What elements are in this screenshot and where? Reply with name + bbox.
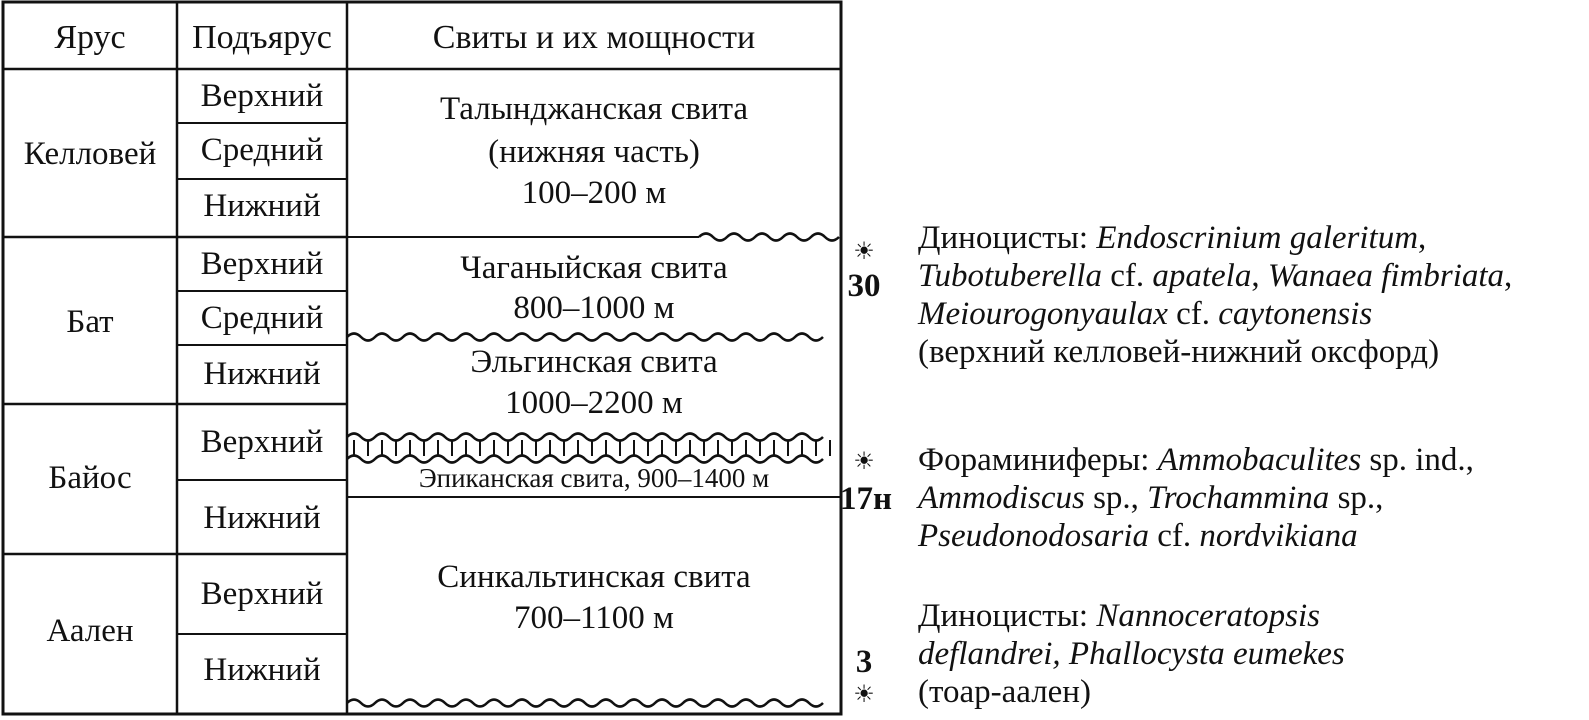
annotation-line: (верхний келловей-нижний оксфорд) bbox=[918, 334, 1440, 370]
substage-lower: Нижний bbox=[203, 188, 321, 224]
substage-upper: Верхний bbox=[200, 78, 324, 114]
formation-talyndzhan-thickness: 100–200 м bbox=[521, 175, 667, 211]
formation-talyndzhan-part: (нижняя часть) bbox=[488, 134, 700, 170]
fossil-annotation-3 bbox=[918, 598, 1345, 710]
angular-unconformity bbox=[347, 434, 830, 463]
formation-sinkalta-name: Синкальтинская свита bbox=[437, 559, 751, 595]
fossil-annotation-30 bbox=[917, 220, 1512, 370]
table-header bbox=[54, 19, 755, 56]
stage-bat: Бат bbox=[66, 304, 114, 340]
formation-talyndzhan-name: Талынджанская свита bbox=[439, 91, 749, 127]
substage-lower: Нижний bbox=[203, 652, 321, 688]
formation-chaganyi-thickness: 800–1000 м bbox=[513, 290, 675, 326]
substage-middle: Средний bbox=[200, 132, 324, 168]
unconformity-wavy bbox=[347, 334, 823, 341]
sample-sun-icon: ☀ bbox=[853, 682, 875, 708]
annotation-line: Pseudonodosaria cf. nordvikiana bbox=[918, 518, 1358, 554]
unconformity-wavy bbox=[347, 700, 823, 707]
annotation-line: Диноцисты: Nannoceratopsis bbox=[918, 598, 1320, 634]
substage-lower: Нижний bbox=[203, 500, 321, 536]
substage-lower: Нижний bbox=[203, 356, 321, 392]
formation-chaganyi-name: Чаганыйская свита bbox=[460, 250, 728, 286]
header-substage: Подъярус bbox=[192, 19, 332, 56]
substage-middle: Средний bbox=[200, 300, 324, 336]
sample-markers bbox=[840, 239, 892, 708]
sample-number-3: 3 bbox=[855, 644, 873, 680]
annotation-line: Tubotuberella cf. apatela, Wanaea fimbriata, bbox=[918, 258, 1513, 294]
formations bbox=[419, 91, 769, 636]
annotation-line: (тоар-аален) bbox=[918, 674, 1091, 710]
annotation-line: Диноцисты: Endoscrinium galeritum, bbox=[918, 220, 1427, 256]
annotation-line: Ammodiscus sp., Trochammina sp., bbox=[918, 480, 1384, 516]
header-formations: Свиты и их мощности bbox=[432, 19, 756, 56]
sample-sun-icon: ☀ bbox=[853, 239, 875, 265]
substage-upper: Верхний bbox=[200, 424, 324, 460]
stage-names bbox=[24, 136, 157, 649]
formation-sinkalta-thickness: 700–1100 м bbox=[514, 600, 674, 636]
substage-upper: Верхний bbox=[200, 576, 324, 612]
unconformity-wavy bbox=[699, 234, 839, 241]
stage-aalen: Аален bbox=[46, 613, 134, 649]
formation-elgin-thickness: 1000–2200 м bbox=[505, 385, 683, 421]
header-stage: Ярус bbox=[54, 19, 126, 56]
sample-sun-icon: ☀ bbox=[853, 449, 875, 475]
formation-elgin-name: Эльгинская свита bbox=[470, 344, 718, 380]
stage-bayos: Байос bbox=[48, 460, 132, 496]
annotation-line: Meiourogonyaulax cf. caytonensis bbox=[918, 296, 1373, 332]
formation-epikan: Эпиканская свита, 900–1400 м bbox=[418, 463, 770, 493]
annotation-line: Фораминиферы: Ammobaculites sp. ind., bbox=[918, 442, 1474, 478]
sample-number-17n: 17н bbox=[839, 481, 893, 517]
substage-upper: Верхний bbox=[200, 246, 324, 282]
annotation-line: deflandrei, Phallocysta eumekes bbox=[918, 636, 1345, 672]
fossil-annotation-17n bbox=[916, 442, 1474, 554]
substage-names bbox=[201, 78, 324, 688]
stage-kellovey: Келловей bbox=[23, 136, 157, 172]
sample-number-30: 30 bbox=[847, 268, 881, 304]
